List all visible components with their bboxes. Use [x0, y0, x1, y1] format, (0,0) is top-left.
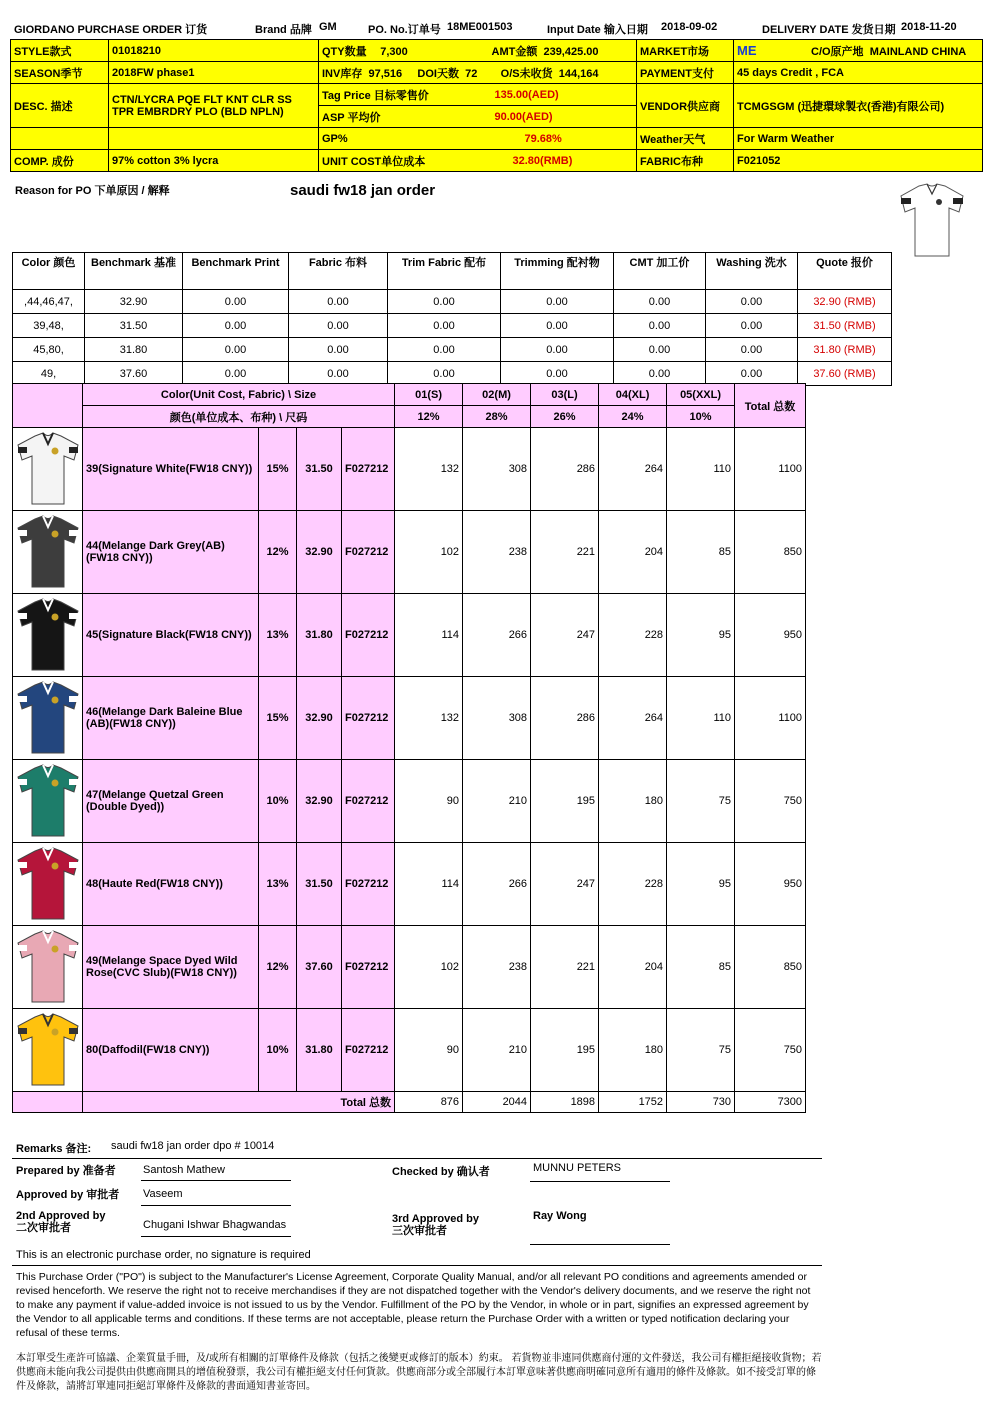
order-qty-cell: 114: [395, 594, 463, 677]
order-fabric: F027212: [342, 677, 395, 760]
order-qty-cell: 114: [395, 843, 463, 926]
order-qty-cell: 75: [667, 760, 735, 843]
shirt-image-cell: [13, 428, 83, 511]
size-total: 730: [667, 1092, 735, 1113]
image-header-cell: [13, 384, 83, 428]
order-unit-cost: 32.90: [297, 760, 342, 843]
size-header: 04(XL): [599, 384, 667, 406]
order-qty-cell: 102: [395, 926, 463, 1009]
cost-cell: 37.60 (RMB): [798, 362, 892, 386]
cost-header-cell: Color 颜色: [13, 253, 85, 290]
market-value: ME: [737, 42, 757, 58]
qty-value: 7,300: [380, 45, 408, 58]
origin-value: MAINLAND CHINA: [869, 45, 967, 58]
order-qty-cell: 102: [395, 511, 463, 594]
order-color-name: 45(Signature Black(FW18 CNY)): [83, 594, 259, 677]
order-row: [13, 760, 806, 843]
approved-label: Approved by 审批者: [16, 1189, 120, 1201]
cost-cell: 0.00: [289, 314, 388, 338]
order-color-name: 46(Melange Dark Baleine Blue (AB)(FW18 CNY)): [83, 677, 259, 760]
shirt-image-cell: [13, 926, 83, 1009]
order-fabric: F027212: [342, 511, 395, 594]
polo-shirt-icon: [15, 1011, 81, 1089]
delivery-date: 2018-11-20: [901, 21, 957, 33]
comp-value: 97% cotton 3% lycra: [109, 150, 319, 172]
qty-cell: [319, 40, 489, 62]
style-label: STYLE款式: [11, 40, 109, 62]
cost-cell: 39,48,: [13, 314, 85, 338]
order-unit-cost: 31.80: [297, 594, 342, 677]
size-header: 05(XXL): [667, 384, 735, 406]
cost-header-cell: Trim Fabric 配布: [388, 253, 501, 290]
product-image: [897, 180, 967, 260]
order-qty-cell: 95: [667, 843, 735, 926]
order-unit-cost: 32.90: [297, 511, 342, 594]
cost-cell: 31.80 (RMB): [798, 338, 892, 362]
order-color-pct: 10%: [259, 1009, 297, 1092]
signature-line: [530, 1181, 670, 1182]
approved2-value: Chugani Ishwar Bhagwandas: [143, 1219, 287, 1231]
origin-label: C/O原产地: [811, 45, 864, 58]
order-row-total: 950: [735, 594, 806, 677]
order-row-total: 950: [735, 843, 806, 926]
polo-shirt-icon: [15, 845, 81, 923]
total-row-image-cell: [13, 1092, 83, 1113]
shirt-image-cell: [13, 594, 83, 677]
order-qty-cell: 110: [667, 428, 735, 511]
season-label: SEASON季节: [11, 62, 109, 84]
order-qty-cell: 264: [599, 677, 667, 760]
inv-label: INV库存: [322, 67, 363, 80]
empty-cell: [109, 128, 319, 150]
order-qty-cell: 228: [599, 843, 667, 926]
desc-value: CTN/LYCRA PQE FLT KNT CLR SS TPR EMBRDRY PLO (BLD NPLN): [109, 84, 319, 128]
cost-row: [13, 290, 892, 314]
cost-cell: 31.50 (RMB): [798, 314, 892, 338]
size-pct: 26%: [531, 406, 599, 428]
cost-cell: 0.00: [614, 290, 706, 314]
order-qty-cell: 132: [395, 677, 463, 760]
terms-chinese: 本訂單受生產許可協議、企業質量手冊，及/或所有相關的訂單條件及條款（包括之後變更或修訂的版本）約束。 若貨物並非連同供應商付運的文件發送，我公司有權拒絕接收貨物；若供應商未能向我公司提供由供應商開具的增值稅發票，我公司有權拒絕支付任何貨款。供應商部分或全部履行本訂單意味著供應商明確同意所有適用的條件及條款。如不接受訂單的條件及條款，請將訂單連同拒絕訂單條件及條款的書面通知書並寄回。: [16, 1353, 822, 1392]
order-row-total: 850: [735, 926, 806, 1009]
checked-value: MUNNU PETERS: [533, 1162, 622, 1174]
season-value: 2018FW phase1: [109, 62, 319, 84]
electronic-note: This is an electronic purchase order, no signature is required: [16, 1249, 311, 1261]
size-total: 876: [395, 1092, 463, 1113]
cost-cell: 31.50: [85, 314, 183, 338]
os-label: O/S未收货: [500, 67, 553, 80]
cost-header-cell: Trimming 配衬物: [501, 253, 614, 290]
approved3-label: [392, 1213, 479, 1237]
order-row: [13, 926, 806, 1009]
polo-shirt-icon: [15, 430, 81, 508]
shirt-image-cell: [13, 511, 83, 594]
cost-cell: 0.00: [706, 314, 798, 338]
order-qty-cell: 286: [531, 428, 599, 511]
order-row: [13, 677, 806, 760]
order-color-pct: 15%: [259, 677, 297, 760]
cost-cell: 0.00: [289, 290, 388, 314]
order-unit-cost: 37.60: [297, 926, 342, 1009]
cost-row: [13, 338, 892, 362]
doi-label: DOI天数: [417, 67, 459, 80]
comp-label: COMP. 成份: [11, 150, 109, 172]
grand-total: 7300: [735, 1092, 806, 1113]
style-value: 01018210: [109, 40, 319, 62]
shirt-image-cell: [13, 677, 83, 760]
weather-value: For Warm Weather: [734, 128, 983, 150]
order-qty-cell: 180: [599, 760, 667, 843]
polo-shirt-icon: [15, 596, 81, 674]
prepared-label: Prepared by 准备者: [16, 1165, 116, 1177]
cost-cell: 0.00: [706, 362, 798, 386]
order-qty-cell: 221: [531, 511, 599, 594]
order-color-name: 44(Melange Dark Grey(AB)(FW18 CNY)): [83, 511, 259, 594]
order-fabric: F027212: [342, 428, 395, 511]
reason-label: Reason for PO 下单原因 / 解释: [15, 185, 170, 197]
cost-header-cell: Benchmark 基准: [85, 253, 183, 290]
order-color-pct: 13%: [259, 843, 297, 926]
order-qty-cell: 286: [531, 677, 599, 760]
gp-value: 79.68%: [489, 128, 637, 150]
cost-cell: 0.00: [706, 338, 798, 362]
cost-cell: ,44,46,47,: [13, 290, 85, 314]
cost-cell: 0.00: [501, 362, 614, 386]
order-qty-cell: 204: [599, 511, 667, 594]
order-fabric: F027212: [342, 760, 395, 843]
approved3-label-cn: 三次审批者: [392, 1225, 447, 1237]
cost-header-cell: Washing 洗水: [706, 253, 798, 290]
desc-label: DESC. 描述: [11, 84, 109, 128]
tag-value: 135.00(AED): [489, 84, 637, 106]
order-row-total: 1100: [735, 677, 806, 760]
signature-line: [530, 1244, 670, 1245]
approved3-label-en: 3rd Approved by: [392, 1213, 479, 1225]
approved-value: Vaseem: [143, 1188, 183, 1200]
order-quantity-table: [12, 383, 806, 1113]
order-color-name: 80(Daffodil(FW18 CNY)): [83, 1009, 259, 1092]
order-qty-cell: 195: [531, 1009, 599, 1092]
doi-value: 72: [465, 67, 478, 80]
brand-value: GM: [319, 21, 337, 33]
order-qty-cell: 110: [667, 677, 735, 760]
cost-cell: 49,: [13, 362, 85, 386]
cost-cell: 0.00: [614, 362, 706, 386]
cost-header-cell: Quote 报价: [798, 253, 892, 290]
asp-label: ASP 平均价: [319, 106, 489, 128]
empty-cell: [11, 128, 109, 150]
cost-cell: 31.80: [85, 338, 183, 362]
tag-label: Tag Price 目标零售价: [319, 84, 489, 106]
order-qty-cell: 266: [463, 594, 531, 677]
size-total: 2044: [463, 1092, 531, 1113]
size-header: 02(M): [463, 384, 531, 406]
inv-value: 97,516: [368, 67, 403, 80]
company-title: GIORDANO PURCHASE ORDER 订货: [14, 24, 208, 36]
order-qty-cell: 85: [667, 511, 735, 594]
unit-cost-value: 32.80(RMB): [489, 150, 637, 172]
cost-header-cell: Fabric 布料: [289, 253, 388, 290]
cost-row: [13, 314, 892, 338]
order-qty-cell: 132: [395, 428, 463, 511]
order-fabric: F027212: [342, 594, 395, 677]
cost-cell: 0.00: [183, 338, 289, 362]
cost-cell: 0.00: [614, 314, 706, 338]
order-color-name: 39(Signature White(FW18 CNY)): [83, 428, 259, 511]
order-color-name: 48(Haute Red(FW18 CNY)): [83, 843, 259, 926]
unit-cost-label: UNIT COST单位成本: [319, 150, 489, 172]
order-qty-cell: 210: [463, 760, 531, 843]
order-row-total: 850: [735, 511, 806, 594]
order-qty-cell: 75: [667, 1009, 735, 1092]
divider: [12, 1265, 822, 1266]
approved2-label: [16, 1210, 105, 1234]
size-total: 1752: [599, 1092, 667, 1113]
cost-cell: 0.00: [388, 362, 501, 386]
reason-text: saudi fw18 jan order: [290, 182, 436, 199]
order-qty-cell: 247: [531, 843, 599, 926]
order-fabric: F027212: [342, 843, 395, 926]
payment-value: 45 days Credit , FCA: [734, 62, 983, 84]
remarks-label: Remarks 备注:: [16, 1143, 92, 1155]
amt-value: 239,425.00: [543, 45, 599, 58]
input-date-label: Input Date 输入日期: [547, 24, 648, 36]
order-qty-cell: 90: [395, 760, 463, 843]
cost-cell: 0.00: [706, 290, 798, 314]
order-info-table: [10, 39, 983, 172]
checked-label: Checked by 确认者: [392, 1166, 490, 1178]
po-label: PO. No.订单号: [368, 24, 441, 36]
prepared-value: Santosh Mathew: [143, 1164, 225, 1176]
fabric-label: FABRIC布种: [637, 150, 734, 172]
qty-label: QTY数量: [322, 45, 367, 58]
cost-breakdown-table: [12, 252, 892, 386]
cost-header-cell: CMT 加工价: [614, 253, 706, 290]
order-unit-cost: 32.90: [297, 677, 342, 760]
cost-cell: 37.60: [85, 362, 183, 386]
order-color-pct: 13%: [259, 594, 297, 677]
shirt-image-cell: [13, 843, 83, 926]
signature-line: [141, 1236, 291, 1237]
order-qty-cell: 238: [463, 926, 531, 1009]
order-qty-cell: 308: [463, 677, 531, 760]
vendor-value: TCMGSGM (迅捷環球製衣(香港)有限公司): [734, 84, 983, 128]
approved2-label-cn: 二次审批者: [16, 1222, 71, 1234]
order-qty-cell: 264: [599, 428, 667, 511]
delivery-date-label: DELIVERY DATE 发货日期: [762, 24, 896, 36]
cost-cell: 0.00: [388, 290, 501, 314]
cost-cell: 32.90: [85, 290, 183, 314]
order-row: [13, 428, 806, 511]
order-qty-cell: 85: [667, 926, 735, 1009]
signature-line: [141, 1205, 291, 1206]
cost-cell: 0.00: [289, 338, 388, 362]
order-row-total: 750: [735, 1009, 806, 1092]
signature-line: [141, 1180, 291, 1181]
remarks-text: saudi fw18 jan order dpo # 10014: [111, 1140, 275, 1152]
os-cell: [489, 62, 637, 84]
order-color-name: 47(Melange Quetzal Green (Double Dyed)): [83, 760, 259, 843]
cost-cell: 0.00: [388, 314, 501, 338]
order-color-pct: 10%: [259, 760, 297, 843]
amt-label: AMT金额: [491, 45, 538, 58]
input-date: 2018-09-02: [661, 21, 718, 33]
size-total: 1898: [531, 1092, 599, 1113]
color-size-header: Color(Unit Cost, Fabric) \ Size: [83, 384, 395, 406]
polo-shirt-icon: [897, 180, 967, 260]
order-qty-cell: 210: [463, 1009, 531, 1092]
polo-shirt-icon: [15, 928, 81, 1006]
market-label: MARKET市场: [637, 40, 734, 62]
os-value: 144,164: [558, 67, 599, 80]
order-color-pct: 15%: [259, 428, 297, 511]
total-row-label: Total 总数: [83, 1092, 395, 1113]
order-row-total: 750: [735, 760, 806, 843]
terms-english: This Purchase Order ("PO") is subject to the Manufacturer's License Agreement, Corporate Quality Manual, and/or all relevant PO conditions and agreements amended or revised henceforth. We reserve the right not to receive merchandises if they are not dispatched together with the Vendor's delivery documents, and we reserve the right not to make any payment if value-added invoice is not issued to us by the Vendor. Fulfillment of the PO by the Vendor, in whole or in part, signifies an expressed agreement by the Vendor to all applicable terms and conditions. If these terms are not acceptable, please return the Purchase Order with a written or typed notification declaring your refusal of these terms.: [16, 1271, 811, 1339]
order-qty-cell: 238: [463, 511, 531, 594]
order-fabric: F027212: [342, 926, 395, 1009]
order-qty-cell: 266: [463, 843, 531, 926]
shirt-image-cell: [13, 760, 83, 843]
vendor-label: VENDOR供应商: [637, 84, 734, 128]
cost-cell: 0.00: [183, 314, 289, 338]
divider: [12, 1158, 822, 1159]
cost-cell: 0.00: [614, 338, 706, 362]
cost-cell: 0.00: [183, 362, 289, 386]
cost-cell: 0.00: [388, 338, 501, 362]
order-unit-cost: 31.50: [297, 843, 342, 926]
size-pct: 28%: [463, 406, 531, 428]
po-number: 18ME001503: [447, 21, 513, 33]
cost-cell: 32.90 (RMB): [798, 290, 892, 314]
size-pct: 10%: [667, 406, 735, 428]
order-qty-cell: 180: [599, 1009, 667, 1092]
order-qty-cell: 195: [531, 760, 599, 843]
brand-label: Brand 品牌: [255, 24, 312, 36]
polo-shirt-icon: [15, 513, 81, 591]
market-cell: [734, 40, 983, 62]
size-pct: 24%: [599, 406, 667, 428]
order-unit-cost: 31.50: [297, 428, 342, 511]
order-color-pct: 12%: [259, 926, 297, 1009]
payment-label: PAYMENT支付: [637, 62, 734, 84]
shirt-image-cell: [13, 1009, 83, 1092]
order-unit-cost: 31.80: [297, 1009, 342, 1092]
order-qty-cell: 308: [463, 428, 531, 511]
order-row: [13, 511, 806, 594]
cost-row: [13, 362, 892, 386]
total-header: Total 总数: [735, 384, 806, 428]
weather-label: Weather天气: [637, 128, 734, 150]
approved3-value: Ray Wong: [533, 1210, 587, 1222]
color-size-header-cn: 颜色(单位成本、布种) \ 尺码: [83, 406, 395, 428]
cost-cell: 0.00: [289, 362, 388, 386]
order-row: [13, 843, 806, 926]
order-qty-cell: 247: [531, 594, 599, 677]
cost-cell: 0.00: [501, 314, 614, 338]
asp-value: 90.00(AED): [489, 106, 637, 128]
size-pct: 12%: [395, 406, 463, 428]
size-header: 03(L): [531, 384, 599, 406]
order-qty-cell: 95: [667, 594, 735, 677]
order-qty-cell: 228: [599, 594, 667, 677]
cost-header-cell: Benchmark Print: [183, 253, 289, 290]
amt-cell: [489, 40, 637, 62]
order-fabric: F027212: [342, 1009, 395, 1092]
cost-cell: 0.00: [501, 338, 614, 362]
order-row-total: 1100: [735, 428, 806, 511]
order-color-name: 49(Melange Space Dyed Wild Rose(CVC Slub)(FW18 CNY)): [83, 926, 259, 1009]
order-qty-cell: 221: [531, 926, 599, 1009]
order-qty-cell: 90: [395, 1009, 463, 1092]
polo-shirt-icon: [15, 762, 81, 840]
fabric-value: F021052: [734, 150, 983, 172]
order-row: [13, 594, 806, 677]
order-color-pct: 12%: [259, 511, 297, 594]
gp-label: GP%: [319, 128, 489, 150]
cost-cell: 0.00: [183, 290, 289, 314]
order-row: [13, 1009, 806, 1092]
size-header: 01(S): [395, 384, 463, 406]
approved2-label-en: 2nd Approved by: [16, 1210, 106, 1222]
cost-cell: 45,80,: [13, 338, 85, 362]
inv-cell: [319, 62, 489, 84]
cost-cell: 0.00: [501, 290, 614, 314]
order-qty-cell: 204: [599, 926, 667, 1009]
polo-shirt-icon: [15, 679, 81, 757]
